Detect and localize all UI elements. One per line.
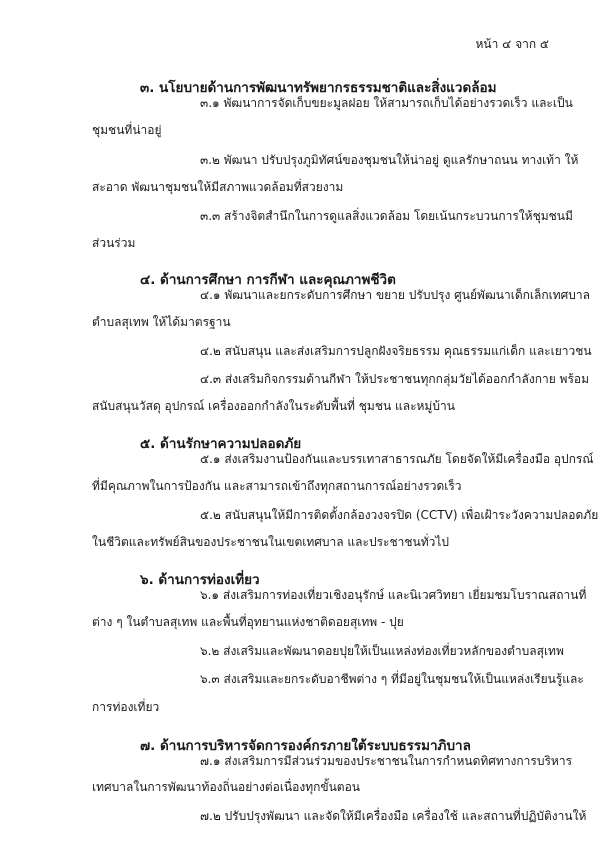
section-3-heading: ๓. นโยบายด้านการพัฒนาทรัพยากรธรรมชาติและสิ่งแวดล้อม bbox=[140, 80, 497, 96]
item-7-1-line2: เทศบาลในการพัฒนาท้องถิ่นอย่างต่อเนื่องทุกขั้นตอน bbox=[92, 780, 360, 794]
item-7-2-line1: ๗.๒ ปรับปรุงพัฒนา และจัดให้มีเครื่องมือ เครื่องใช้ และสถานที่ปฏิบัติงานให้ bbox=[200, 809, 587, 823]
item-6-1-line2: ต่าง ๆ ในตำบลสุเทพ และพื้นที่อุทยานแห่งชาติดอยสุเทพ - ปุย bbox=[92, 615, 404, 629]
item-4-3-line1: ๔.๓ ส่งเสริมกิจกรรมด้านกีฬา ให้ประชาชนทุกกลุ่มวัยได้ออกกำลังกาย พร้อม bbox=[200, 372, 590, 386]
item-6-3-line1: ๖.๓ ส่งเสริมและยกระดับอาชีพต่าง ๆ ที่มีอยู่ในชุมชนให้เป็นแหล่งเรียนรู้และ bbox=[200, 672, 584, 686]
item-6-1-line1: ๖.๑ ส่งเสริมการท่องเที่ยวเชิงอนุรักษ์ และนิเวศวิทยา เยี่ยมชมโบราณสถานที่ bbox=[200, 588, 587, 602]
item-3-2-line2: สะอาด พัฒนาชุมชนให้มีสภาพแวดล้อมที่สวยงาม bbox=[92, 180, 344, 194]
item-5-2-line1: ๕.๒ สนับสนุนให้มีการติดตั้งกล้องวงจรปิด (CCTV) เพื่อเฝ้าระวังความปลอดภัย bbox=[200, 508, 599, 522]
item-6-3-line2: การท่องเที่ยว bbox=[92, 700, 160, 714]
section-7-heading: ๗. ด้านการบริหารจัดการองค์กรภายใต้ระบบธรรมาภิบาล bbox=[140, 738, 471, 754]
item-4-1-line2: ตำบลสุเทพ ให้ได้มาตรฐาน bbox=[92, 315, 231, 329]
item-3-3-line2: ส่วนร่วม bbox=[92, 236, 136, 250]
item-5-1-line1: ๕.๑ ส่งเสริมงานป้องกันและบรรเทาสาธารณภัย โดยจัดให้มีเครื่องมือ อุปกรณ์ bbox=[200, 452, 594, 466]
item-3-1-line1: ๓.๑ พัฒนาการจัดเก็บขยะมูลฝอย ให้สามารถเก็บได้อย่างรวดเร็ว และเป็น bbox=[200, 96, 573, 110]
item-5-2-line2: ในชีวิตและทรัพย์สินของประชาชนในเขตเทศบาล และประชาชนทั่วไป bbox=[92, 535, 449, 549]
section-5-heading: ๕. ด้านรักษาความปลอดภัย bbox=[140, 436, 302, 452]
item-4-1-line1: ๔.๑ พัฒนาและยกระดับการศึกษา ขยาย ปรับปรุง ศูนย์พัฒนาเด็กเล็กเทศบาล bbox=[200, 288, 590, 302]
item-5-1-line2: ที่มีคุณภาพในการป้องกัน และสามารถเข้าถึงทุกสถานการณ์อย่างรวดเร็ว bbox=[92, 479, 462, 493]
page-number: หน้า ๔ จาก ๕ bbox=[475, 37, 549, 51]
item-7-1-line1: ๗.๑ ส่งเสริมการมีส่วนร่วมของประชาชนในการกำหนดทิศทางการบริหาร bbox=[200, 754, 573, 768]
item-4-3-line2: สนับสนุนวัสดุ อุปกรณ์ เครื่องออกกำลังในระดับพื้นที่ ชุมชน และหมู่บ้าน bbox=[92, 399, 455, 413]
item-4-2-line1: ๔.๒ สนับสนุน และส่งเสริมการปลูกฝังจริยธรรม คุณธรรมแก่เด็ก และเยาวชน bbox=[200, 344, 592, 358]
item-3-2-line1: ๓.๒ พัฒนา ปรับปรุงภูมิทัศน์ของชุมชนให้น่าอยู่ ดูแลรักษาถนน ทางเท้า ให้ bbox=[200, 153, 579, 167]
item-3-1-line2: ชุมชนที่น่าอยู่ bbox=[92, 123, 162, 137]
item-6-2-line1: ๖.๒ ส่งเสริมและพัฒนาดอยปุยให้เป็นแหล่งท่องเที่ยวหลักของตำบลสุเทพ bbox=[200, 644, 564, 658]
section-4-heading: ๔. ด้านการศึกษา การกีฬา และคุณภาพชีวิต bbox=[140, 272, 396, 288]
section-6-heading: ๖. ด้านการท่องเที่ยว bbox=[140, 572, 260, 588]
item-3-3-line1: ๓.๓ สร้างจิตสำนึกในการดูแลสิ่งแวดล้อม โดยเน้นกระบวนการให้ชุมชนมี bbox=[200, 209, 573, 223]
